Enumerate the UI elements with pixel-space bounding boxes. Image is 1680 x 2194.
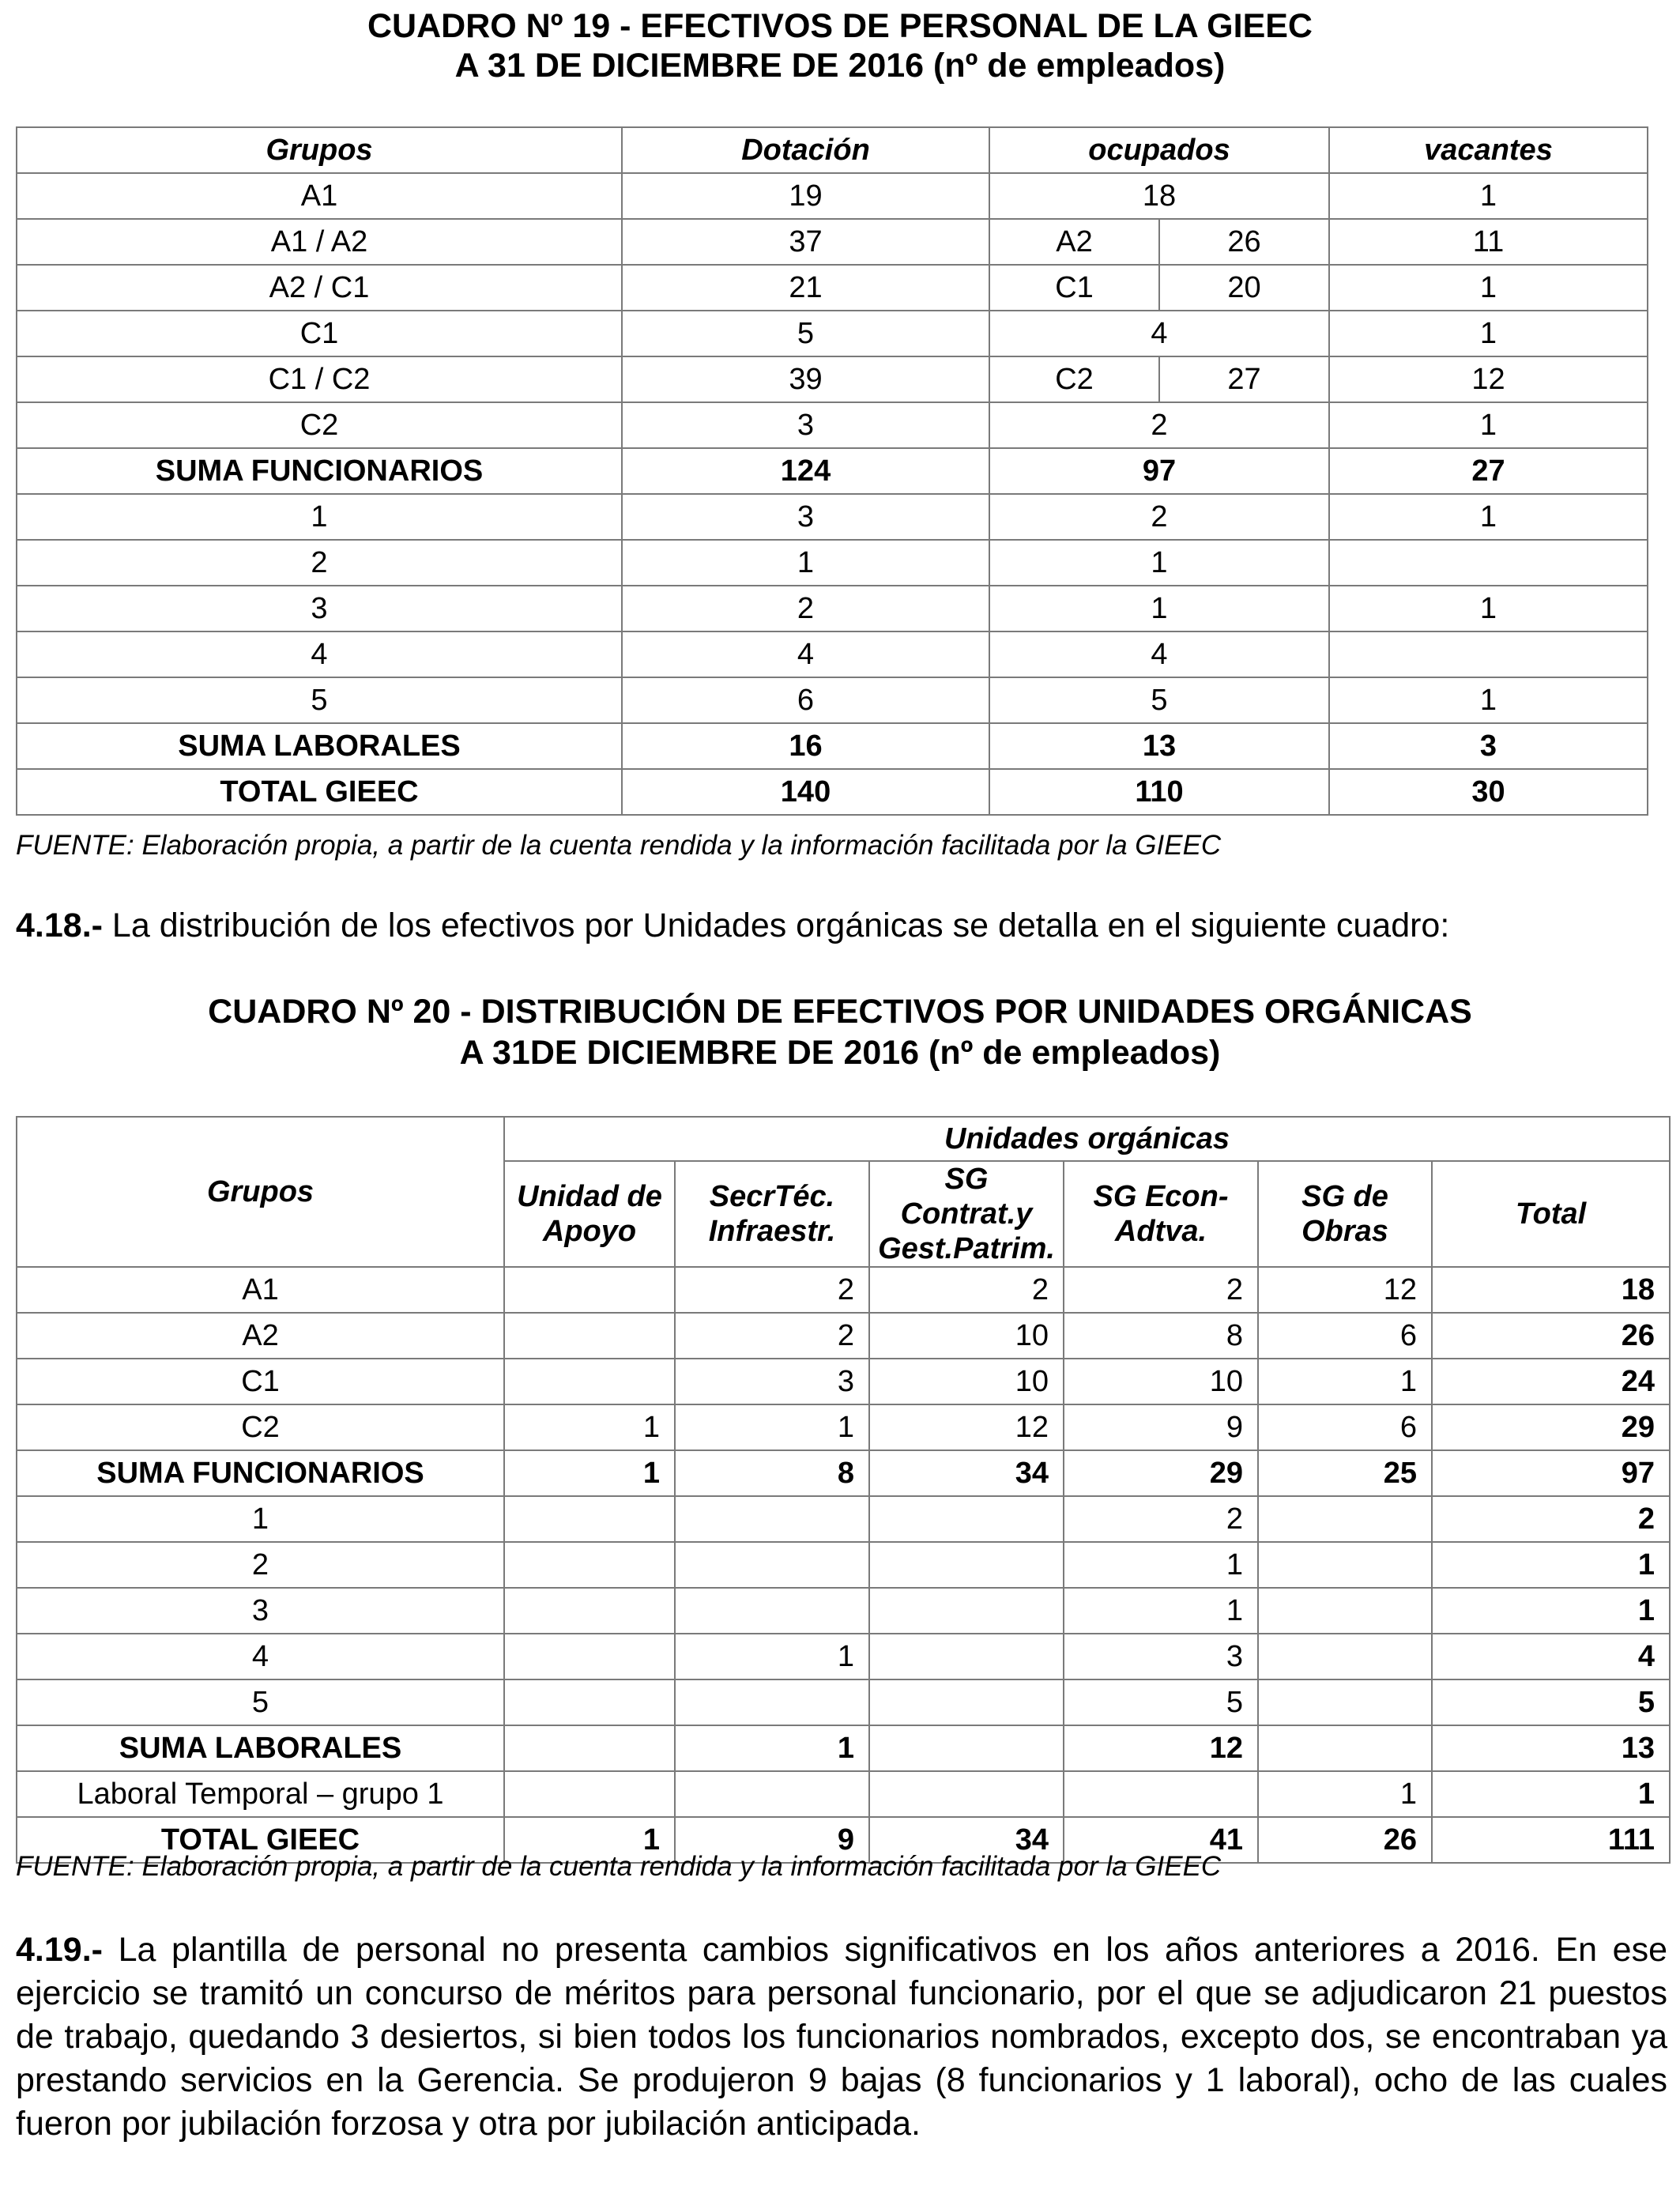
unidad-apoyo-cell: 1 [504,1817,675,1863]
grupo-cell: 3 [17,1588,504,1634]
sg-econ-cell: 1 [1064,1588,1258,1634]
table-row [17,540,1648,586]
grupo-cell: 5 [17,1679,504,1725]
secr-tec-cell [675,1542,869,1588]
vacantes-cell: 1 [1329,494,1648,540]
unidad-apoyo-cell [504,1496,675,1542]
cuadro19-table [16,126,1648,816]
table-row [17,311,1648,356]
sg-obras-cell [1258,1634,1432,1679]
sg-obras-cell [1258,1542,1432,1588]
header-unidad-apoyo [504,1161,675,1267]
sg-contrat-cell [869,1771,1064,1817]
dotacion-cell: 19 [622,173,989,219]
unidad-apoyo-cell [504,1313,675,1359]
table-row [17,1450,1670,1496]
dotacion-cell: 5 [622,311,989,356]
unidad-apoyo-cell [504,1634,675,1679]
header-line: Adtva. [1114,1215,1207,1248]
header-unidades-organicas: Unidades orgánicas [504,1117,1670,1161]
vacantes-cell: 30 [1329,769,1648,815]
vacantes-cell: 27 [1329,448,1648,494]
total-cell: 111 [1432,1817,1670,1863]
ocupados-group-label-cell: A2 [989,219,1159,265]
dotacion-cell: 4 [622,631,989,677]
dotacion-cell: 124 [622,448,989,494]
ocupados-cell: 18 [989,173,1329,219]
sg-contrat-cell: 10 [869,1359,1064,1404]
header-ocupados: ocupados [989,127,1329,173]
sg-econ-cell: 29 [1064,1450,1258,1496]
sg-econ-cell: 2 [1064,1496,1258,1542]
total-cell: 18 [1432,1267,1670,1313]
vacantes-cell: 11 [1329,219,1648,265]
total-cell: 4 [1432,1634,1670,1679]
cuadro20-table [16,1116,1671,1864]
total-cell: 26 [1432,1313,1670,1359]
ocupados-cell: 4 [989,631,1329,677]
dotacion-cell: 1 [622,540,989,586]
header-total: Total [1432,1161,1670,1267]
ocupados-cell: 5 [989,677,1329,723]
sg-obras-cell: 26 [1258,1817,1432,1863]
sg-obras-cell: 1 [1258,1359,1432,1404]
sg-obras-cell [1258,1588,1432,1634]
table-row [17,1267,1670,1313]
unidad-apoyo-cell [504,1267,675,1313]
ocupados-cell: 110 [989,769,1329,815]
grupo-cell: A2 [17,1313,504,1359]
vacantes-cell: 1 [1329,586,1648,631]
vacantes-cell: 3 [1329,723,1648,769]
secr-tec-cell: 1 [675,1634,869,1679]
grupo-cell: TOTAL GIEEC [17,1817,504,1863]
header-line: SecrTéc. [709,1180,835,1213]
vacantes-cell: 1 [1329,173,1648,219]
header-grupos: Grupos [17,1117,504,1267]
dotacion-cell: 3 [622,494,989,540]
table-row [17,265,1648,311]
sg-econ-cell: 9 [1064,1404,1258,1450]
vacantes-cell [1329,631,1648,677]
grupo-cell: SUMA LABORALES [17,1725,504,1771]
grupo-cell: A1 [17,173,622,219]
sg-contrat-cell: 2 [869,1267,1064,1313]
header-vacantes: vacantes [1329,127,1648,173]
ocupados-cell: 2 [989,402,1329,448]
table-row [17,1313,1670,1359]
total-cell: 2 [1432,1496,1670,1542]
table-row [17,402,1648,448]
dotacion-cell: 3 [622,402,989,448]
grupo-cell: 5 [17,677,622,723]
dotacion-cell: 37 [622,219,989,265]
paragraph-number: 4.18.- [16,907,103,944]
sg-econ-cell: 1 [1064,1542,1258,1588]
cuadro19-header-row [17,127,1648,173]
vacantes-cell: 1 [1329,402,1648,448]
ocupados-group-label-cell: C1 [989,265,1159,311]
sg-contrat-cell [869,1679,1064,1725]
vacantes-cell [1329,540,1648,586]
total-cell: 1 [1432,1771,1670,1817]
paragraph-text: La plantilla de personal no presenta cambios significativos en los años anteriores a 2016. En ese ejercicio se tramitó un concurso de méritos para personal funcionario, por el que se adjudicaron 21 puestos de trabajo, quedando 3 desiertos, si bien todos los funcionarios nombrados, excepto dos, se encontraban ya prestando servicios en la Gerencia. Se produjeron 9 bajas (8 funcionarios y 1 laboral), ocho de las cuales fueron por jubilación forzosa y otra por jubilación anticipada. [16,1931,1667,2143]
sg-obras-cell [1258,1679,1432,1725]
total-cell: 29 [1432,1404,1670,1450]
total-cell: 13 [1432,1725,1670,1771]
secr-tec-cell: 9 [675,1817,869,1863]
sg-obras-cell: 25 [1258,1450,1432,1496]
grupo-cell: C1 [17,1359,504,1404]
grupo-cell: A1 / A2 [17,219,622,265]
ocupados-cell: 1 [989,586,1329,631]
grupo-cell: SUMA FUNCIONARIOS [17,448,622,494]
table-row [17,1496,1670,1542]
unidad-apoyo-cell [504,1542,675,1588]
sg-econ-cell: 12 [1064,1725,1258,1771]
cuadro19-title-line2: A 31 DE DICIEMBRE DE 2016 (nº de empleados) [454,47,1226,85]
ocupados-cell: 1 [989,540,1329,586]
sg-contrat-cell: 34 [869,1450,1064,1496]
paragraph-4-18 [16,904,1667,948]
paragraph-text: La distribución de los efectivos por Unidades orgánicas se detalla en el siguiente cuadro: [102,907,1450,944]
paragraph-number: 4.19.- [16,1931,103,1969]
header-grupos: Grupos [17,127,622,173]
cuadro20-fuente: FUENTE: Elaboración propia, a partir de la cuenta rendida y la información facilitada por la GIEEC [16,1851,1222,1882]
sg-obras-cell [1258,1725,1432,1771]
grupo-cell: A2 / C1 [17,265,622,311]
grupo-cell: SUMA LABORALES [17,723,622,769]
unidad-apoyo-cell: 1 [504,1450,675,1496]
cuadro20-header-row-1 [17,1117,1670,1161]
table-row [17,1588,1670,1634]
secr-tec-cell: 3 [675,1359,869,1404]
unidad-apoyo-cell [504,1359,675,1404]
table-row [17,1725,1670,1771]
ocupados-cell: 20 [1159,265,1329,311]
secr-tec-cell: 8 [675,1450,869,1496]
table-row [17,219,1648,265]
header-line: SG Econ- [1093,1180,1229,1213]
grupo-cell: 4 [17,631,622,677]
grupo-cell: C2 [17,402,622,448]
table-row [17,1542,1670,1588]
table-row [17,494,1648,540]
grupo-cell: 2 [17,1542,504,1588]
table-row [17,723,1648,769]
sg-contrat-cell [869,1496,1064,1542]
header-line: Obras [1301,1215,1388,1248]
table-row [17,631,1648,677]
table-row [17,1679,1670,1725]
table-row [17,173,1648,219]
sg-contrat-cell: 10 [869,1313,1064,1359]
dotacion-cell: 6 [622,677,989,723]
total-cell: 1 [1432,1588,1670,1634]
dotacion-cell: 21 [622,265,989,311]
secr-tec-cell [675,1679,869,1725]
sg-obras-cell: 6 [1258,1404,1432,1450]
header-line: Unidad de [517,1180,662,1213]
grupo-cell: C1 [17,311,622,356]
sg-contrat-cell: 34 [869,1817,1064,1863]
secr-tec-cell: 1 [675,1725,869,1771]
dotacion-cell: 39 [622,356,989,402]
cuadro19-fuente: FUENTE: Elaboración propia, a partir de la cuenta rendida y la información facilitada por la GIEEC [16,830,1222,861]
cuadro19-title-line1: CUADRO Nº 19 - EFECTIVOS DE PERSONAL DE LA GIEEC [367,7,1313,45]
dotacion-cell: 2 [622,586,989,631]
sg-obras-cell: 6 [1258,1313,1432,1359]
grupo-cell: A1 [17,1267,504,1313]
ocupados-cell: 26 [1159,219,1329,265]
cuadro20-title-line1: CUADRO Nº 20 - DISTRIBUCIÓN DE EFECTIVOS POR UNIDADES ORGÁNICAS [208,993,1472,1031]
unidad-apoyo-cell [504,1588,675,1634]
sg-econ-cell [1064,1771,1258,1817]
cuadro20-title-line2: A 31DE DICIEMBRE DE 2016 (nº de empleados) [459,1034,1221,1072]
grupo-cell: 1 [17,1496,504,1542]
unidad-apoyo-cell [504,1679,675,1725]
secr-tec-cell [675,1771,869,1817]
grupo-cell: TOTAL GIEEC [17,769,622,815]
sg-obras-cell: 12 [1258,1267,1432,1313]
sg-econ-cell: 3 [1064,1634,1258,1679]
table-row [17,356,1648,402]
unidad-apoyo-cell: 1 [504,1404,675,1450]
ocupados-cell: 97 [989,448,1329,494]
vacantes-cell: 1 [1329,677,1648,723]
secr-tec-cell [675,1588,869,1634]
header-dotacion: Dotación [622,127,989,173]
ocupados-cell: 27 [1159,356,1329,402]
header-sg-econ [1064,1161,1258,1267]
vacantes-cell: 1 [1329,265,1648,311]
ocupados-cell: 13 [989,723,1329,769]
sg-obras-cell [1258,1496,1432,1542]
grupo-cell: C2 [17,1404,504,1450]
sg-econ-cell: 41 [1064,1817,1258,1863]
table-row [17,448,1648,494]
table-row [17,1404,1670,1450]
grupo-cell: 4 [17,1634,504,1679]
sg-obras-cell: 1 [1258,1771,1432,1817]
grupo-cell: 2 [17,540,622,586]
unidad-apoyo-cell [504,1725,675,1771]
header-line: Apoyo [542,1215,637,1248]
total-cell: 97 [1432,1450,1670,1496]
header-line: Gest.Patrim. [878,1232,1055,1265]
sg-contrat-cell [869,1588,1064,1634]
header-line: SG Contrat.y [900,1163,1033,1231]
table-row [17,1634,1670,1679]
table-row [17,769,1648,815]
header-line: SG de [1301,1180,1388,1213]
total-cell: 24 [1432,1359,1670,1404]
grupo-cell: Laboral Temporal – grupo 1 [17,1771,504,1817]
paragraph-4-19 [16,1928,1667,2146]
vacantes-cell: 1 [1329,311,1648,356]
sg-contrat-cell [869,1725,1064,1771]
sg-contrat-cell [869,1542,1064,1588]
sg-contrat-cell [869,1634,1064,1679]
table-row [17,1359,1670,1404]
sg-contrat-cell: 12 [869,1404,1064,1450]
ocupados-group-label-cell: C2 [989,356,1159,402]
header-sg-contrat [869,1161,1064,1267]
ocupados-cell: 4 [989,311,1329,356]
sg-econ-cell: 10 [1064,1359,1258,1404]
header-line: Infraestr. [708,1215,836,1248]
header-sg-obras [1258,1161,1432,1267]
secr-tec-cell: 2 [675,1313,869,1359]
table-row [17,586,1648,631]
header-secr-tec [675,1161,869,1267]
secr-tec-cell: 2 [675,1267,869,1313]
secr-tec-cell [675,1496,869,1542]
grupo-cell: SUMA FUNCIONARIOS [17,1450,504,1496]
ocupados-cell: 2 [989,494,1329,540]
dotacion-cell: 16 [622,723,989,769]
sg-econ-cell: 5 [1064,1679,1258,1725]
secr-tec-cell: 1 [675,1404,869,1450]
table-row [17,1771,1670,1817]
table-row [17,677,1648,723]
sg-econ-cell: 2 [1064,1267,1258,1313]
vacantes-cell: 12 [1329,356,1648,402]
sg-econ-cell: 8 [1064,1313,1258,1359]
total-cell: 5 [1432,1679,1670,1725]
grupo-cell: 3 [17,586,622,631]
grupo-cell: C1 / C2 [17,356,622,402]
grupo-cell: 1 [17,494,622,540]
total-cell: 1 [1432,1542,1670,1588]
dotacion-cell: 140 [622,769,989,815]
unidad-apoyo-cell [504,1771,675,1817]
